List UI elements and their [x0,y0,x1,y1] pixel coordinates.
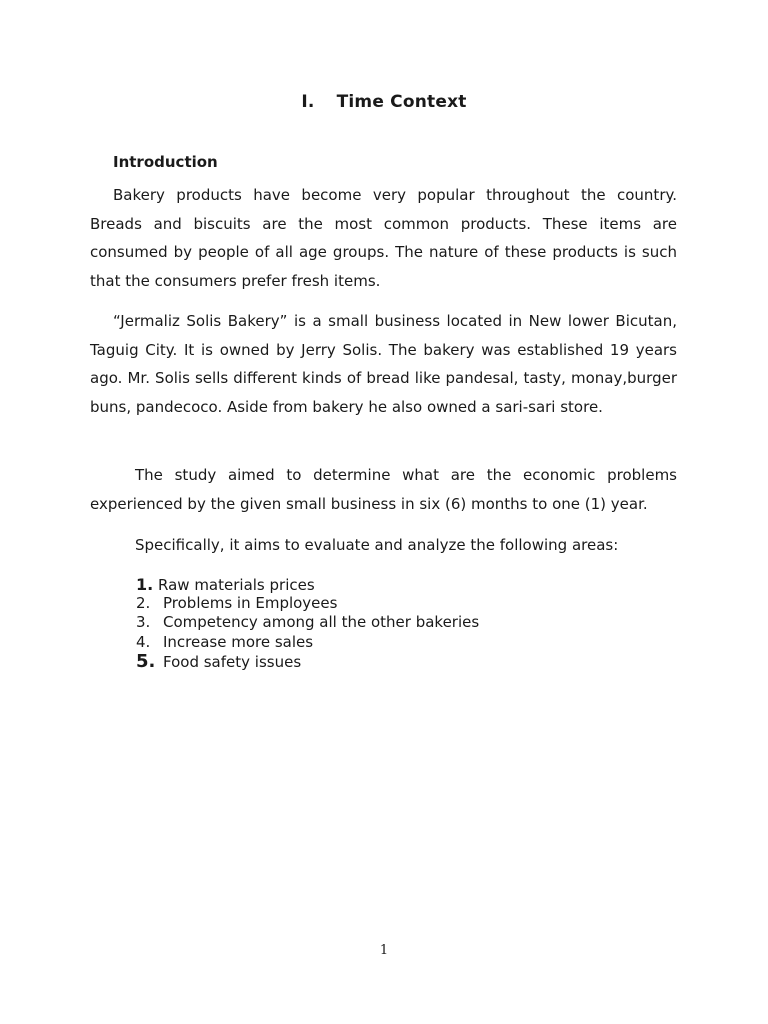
list-item-text: Competency among all the other bakeries [163,613,480,632]
list-item-text: Increase more sales [163,632,314,651]
introduction-heading: Introduction [113,153,218,171]
areas-list [136,575,479,671]
paragraph-study-aim: The study aimed to determine what are the economic problems experienced by the given small business in six (6) months to one (1) year. [90,466,677,513]
paragraph-specific-aims: Specifically, it aims to evaluate and analyze the following areas: [135,536,619,554]
list-item [136,613,479,632]
section-heading [0,92,768,112]
list-item-number: 4. [136,632,151,651]
list-item-number: 1. [136,575,154,594]
list-item [136,575,479,594]
list-item-number: 3. [136,613,151,632]
list-item [136,633,479,652]
list-item-number: 5. [136,650,156,672]
page-number: 1 [379,943,389,958]
paragraph-bakery-profile: “Jermaliz Solis Bakery” is a small business located in New lower Bicutan, Taguig City. It is owned by Jerry Solis. The bakery was established 19 years ago. Mr. Solis sells different kinds of bread like pandesal, tasty, monay,burger buns, pandecoco. Aside from bakery he also owned a sari-sari store. [90,312,677,416]
list-item [136,652,479,671]
section-number: I. [301,92,315,112]
list-item [136,594,479,613]
list-item-text: Problems in Employees [163,594,338,613]
list-item-number: 2. [136,594,151,613]
list-item-text: Raw materials prices [158,576,315,594]
paragraph-bakery-products: Bakery products have become very popular throughout the country. Breads and biscuits are the most common products. These items are consumed by people of all age groups. The nature of these products is such that the consumers prefer fresh items. [90,186,677,290]
list-item-text: Food safety issues [163,652,302,671]
section-title: Time Context [336,92,467,112]
